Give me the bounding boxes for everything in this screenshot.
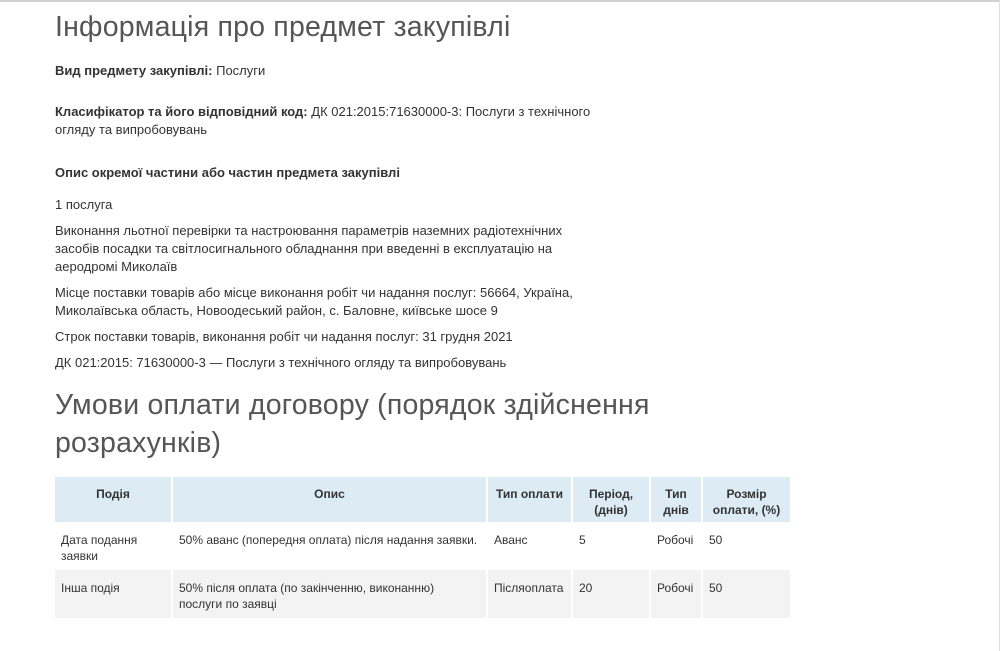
classifier-label: Класифікатор та його відповідний код: [55,104,308,119]
item-description: Виконання льотної перевірки та настроювання параметрів наземних радіотехнічних засобів посадки та світлосигнального обладнання при введенні в експлуатацію на аеродромі Миколаїв [55,223,563,274]
classifier [55,103,615,139]
quantity: 1 послуга [55,197,113,212]
delivery-term: Строк поставки товарів, виконання робіт чи надання послуг: 31 грудня 2021 [55,329,513,344]
content [55,8,795,618]
col-payment-type: Тип оплати [488,477,571,522]
cell-payment-size: 50 [709,533,723,547]
procurement-type-label: Вид предмету закупівлі: [55,63,213,78]
procurement-type-value: Послуги [216,63,266,78]
delivery-place: Місце поставки товарів або місце виконання робіт чи надання послуг: 56664, Україна, Миколаївська область, Новоодеський район, с. Баловне, київське шосе 9 [55,285,573,318]
table-row [55,570,790,618]
section-title-payment-terms: Умови оплати договору (порядок здійснення розрахунків) [55,389,650,459]
table-row [55,522,790,570]
cell-description: 50% аванс (попередня оплата) після надання заявки. [179,533,478,547]
cell-payment-type: Аванс [494,533,528,547]
cell-period: 20 [573,570,649,618]
cell-days-type: Робочі [651,570,701,618]
cell-description: 50% після оплата (по закінченню, виконанню) послуги по заявці [173,570,486,618]
payment-terms-table [53,477,792,618]
cell-days-type: Робочі [657,533,694,547]
top-border [0,0,1000,2]
col-event: Подія [55,477,171,522]
cell-payment-size: 50 [703,570,790,618]
lot-heading: Опис окремої частини або частин предмета закупівлі [55,165,400,180]
col-payment-size: Розмір оплати, (%) [703,477,790,522]
col-description: Опис [173,477,486,522]
col-days-type: Тип днів [651,477,701,522]
cpv-code: ДК 021:2015: 71630000-3 — Послуги з технічного огляду та випробовувань [55,355,507,370]
cell-payment-type: Післяоплата [488,570,571,618]
cell-event: Інша подія [55,570,171,618]
section-title-item-info: Інформація про предмет закупівлі [55,11,511,43]
table-header-row [55,477,790,522]
cell-event: Дата подання заявки [61,533,138,563]
procurement-type [55,62,615,80]
cell-period: 5 [579,533,586,547]
col-period: Період, (днів) [573,477,649,522]
classifier-value: ДК 021:2015:71630000-3: Послуги з технічного огляду та випробовувань [55,104,591,137]
